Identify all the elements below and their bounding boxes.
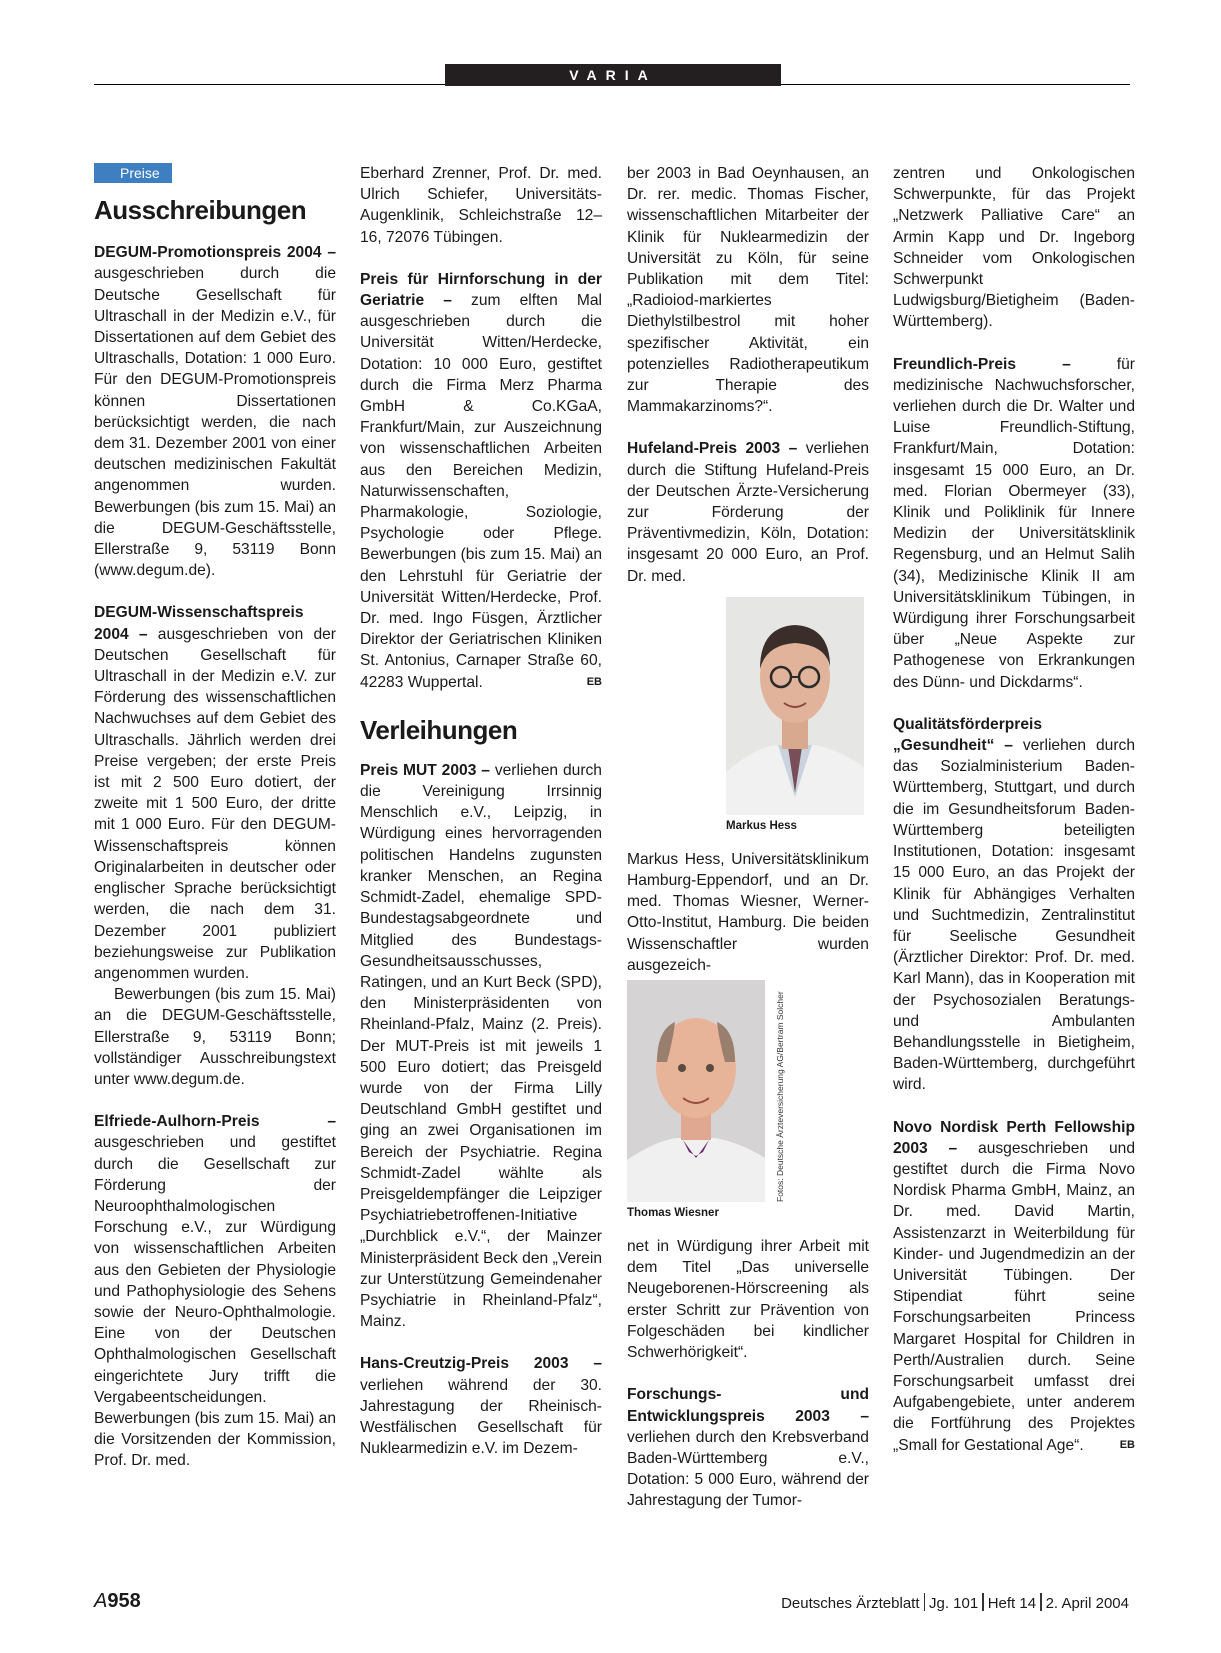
heading-verleihungen: Verleihungen: [360, 714, 518, 745]
article-body: ausgeschrieben und gestiftet durch die Firma Novo Nordisk Pharma GmbH, Mainz, an Dr. med. David Martin, Assistenzarzt in Weiterbildung für Kinder- und Jugendmedizin an der Universität Tübingen. Der Stipendiat führt seine Forschungsarbeiten Princess Margaret Hospital for Children in Perth/Australien durch. Seine Forschungsarbeit umfasst drei Aufgabengebiete, unter anderem die Fortführung des Projektes „Small for Gestational Age“.: [893, 1139, 1135, 1454]
article-body: zum elften Mal ausgeschrieben durch die Universität Witten/Herdecke, Dotation: 10 000 Euro, gestiftet durch die Firma Merz Pharma GmbH & Co.KGaA, Frankfurt/Main, zur Auszeichnung von wissenschaftlichen Arbeiten aus den Bereichen Medizin, Naturwissenschaften, Pharmakologie, Soziologie, Psychologie oder Pflege. Bewerbungen (bis zum 15. Mai) an den Lehrstuhl für Geriatrie der Universität Witten/Herdecke, Prof. Dr. med. Ingo Füsgen, Ärztlicher Direktor der Geriatrischen Kliniken St. Antonius, Carnaper Straße 60, 42283 Wuppertal.: [360, 292, 602, 691]
column-3: [627, 163, 869, 1533]
article-hufeland-preis: [627, 438, 869, 586]
article-body: ausgeschrieben von der Deutschen Gesellschaft für Ultraschall in der Medizin e.V. zur Förderung des wissenschaftlichen Nachwuchses auf dem Gebiet des Ultraschalls. Jährlich werden drei Preise vergeben; der erste Preis ist mit 2 500 Euro dotiert, der zweite mit 1 500 Euro, der dritte mit 1 000 Euro. Für den DEGUM-Wissenschaftspreis können Originalarbeiten in deutscher oder englischer Sprache berücksichtigt werden, die nach dem 31. Dezember 2001 publiziert beziehungsweise zur Publikation angenommen wurden.: [94, 625, 336, 982]
article-title: DEGUM-Wissenschaftspreis 2004 –: [94, 604, 304, 643]
page-number-value: 958: [107, 1590, 141, 1612]
separator: [924, 1593, 926, 1611]
separator: [982, 1593, 984, 1611]
separator: [1040, 1593, 1042, 1611]
article-body: für medizinische Nachwuchsforscher, verliehen durch die Dr. Walter und Luise Freundlich-Stiftung, Frankfurt/Main, Dotation: insgesamt 15 000 Euro, an Dr. med. Florian Obermeyer (33), Klinik und Poliklinik für Innere Medizin der Universitätsklinik Regensburg, und an Helmut Salih (34), Medizinische Klinik II am Universitätsklinikum Tübingen, in Würdigung ihrer Forschungsarbeit über „Neue Aspekte zur Pathogenese von Erkrankungen des Dünn- und Dickdarms“.: [893, 355, 1135, 691]
article-freundlich-preis: [893, 354, 1135, 693]
category-tag: Preise: [94, 163, 172, 183]
article-title: Freundlich-Preis –: [893, 355, 1071, 373]
article-body: verliehen durch den Krebsverband Baden-Württemberg e.V., Dotation: 5 000 Euro, während der Jahrestagung der Tumor-: [627, 1428, 869, 1510]
photo-wrapper: [627, 980, 869, 1202]
article-novo-nordisk: [893, 1117, 1135, 1456]
article-title: Preis für Hirnforschung in der Geriatrie –: [360, 270, 602, 310]
article-title: Preis MUT 2003 –: [360, 761, 490, 779]
article-body: ausgeschrieben durch die Deutsche Gesellschaft für Ultraschall in der Medizin e.V., für Dissertationen auf dem Gebiet des Ultraschalls, Dotation: 1 000 Euro. Für den DEGUM-Promotionspreis können Dissertationen berücksichtigt werden, die nach dem 31. Dezember 2001 von einer deutschen medizinischen Fakultät angenommen wurden. Bewerbungen (bis zum 15. Mai) an die DEGUM-Geschäftsstelle, Ellerstraße 9, 53119 Bonn (www.degum.de).: [94, 265, 336, 580]
author-signature: EB: [1119, 1438, 1135, 1451]
article-body: ausgeschrieben und gestiftet durch die Gesellschaft zur Förderung der Neuroophthalmologischen Forschung e.V., zur Würdigung von wissenschaftlichen Arbeiten aus den Gebieten der Physiologie und Pathophysiologie des Sehens sowie der Neuro-Ophthalmologie. Eine von der Deutschen Ophthalmologischen Gesellschaft eingerichtete Jury trifft die Vergabeentscheidungen. Bewerbungen (bis zum 15. Mai) an die Vorsitzenden der Kommission, Prof. Dr. med.: [94, 1134, 336, 1470]
article-creutzig-preis: [360, 1353, 602, 1459]
article-aulhorn-preis-cont: Eberhard Zrenner, Prof. Dr. med. Ulrich Schiefer, Universitäts-Augenklinik, Schleichstraße 12–16, 72076 Tübingen.: [360, 165, 602, 246]
article-hufeland-preis-cont: Markus Hess, Universitätsklinikum Hamburg-Eppendorf, und an Dr. med. Thomas Wiesner, Werner-Otto-Institut, Hamburg. Die beiden Wissenschaftler wurden ausgezeich-: [627, 850, 869, 974]
portrait-image: [627, 980, 765, 1202]
column-1: [94, 163, 336, 1493]
photo-caption: Thomas Wiesner: [627, 1207, 719, 1220]
article-degum-promotionspreis: [94, 242, 336, 581]
article-forschungspreis: [627, 1384, 869, 1511]
article-degum-wissenschaftspreis-cont: Bewerbungen (bis zum 15. Mai) an die DEGUM-Geschäftsstelle, Ellerstraße 9, 53119 Bonn; vollständiger Ausschreibungstext unter www.degum.de.: [94, 986, 336, 1088]
journal-issue: Heft 14: [987, 1595, 1037, 1612]
portrait-image: [726, 597, 864, 815]
article-aulhorn-preis: [94, 1111, 336, 1471]
article-title: Qualitätsförderpreis „Gesundheit“ –: [893, 715, 1043, 755]
author-signature: EB: [586, 675, 602, 688]
article-title: DEGUM-Promotionspreis 2004 –: [94, 244, 336, 262]
photo-credit: Fotos: Deutsche Ärzteversicherung AG/Bertram Solcher: [775, 991, 785, 1203]
page-prefix: A: [94, 1590, 108, 1612]
column-2: [360, 163, 602, 1480]
article-creutzig-preis-cont: ber 2003 in Bad Oeynhausen, an Dr. rer. medic. Thomas Fischer, wissenschaftlichen Mitarbeiter der Klinik für Nuklearmedizin der Universität zu Köln, für seine Publikation mit dem Titel: „Radioiod-markiertes Diethylstilbestrol mit hoher spezifischer Aktivität, ein potenzielles Radiotherapeutikum zur Therapie des Mammakarzinoms?“.: [627, 165, 869, 416]
page-number: [94, 1590, 141, 1613]
article-body: verliehen durch die Stiftung Hufeland-Preis der Deutschen Ärzte-Versicherung zur Förderung der Präventivmedizin, Köln, Dotation: insgesamt 20 000 Euro, an Prof. Dr. med.: [627, 440, 869, 585]
article-hirnforschung-preis: [360, 269, 602, 693]
photo-caption: Markus Hess: [726, 819, 797, 832]
article-title: Hans-Creutzig-Preis 2003 –: [360, 1355, 602, 1373]
article-title: Novo Nordisk Perth Fellowship 2003 –: [893, 1118, 1135, 1157]
journal-info: [781, 1593, 1129, 1612]
article-body: verliehen durch das Sozialministerium Baden-Württemberg, Stuttgart, und durch die im Gesundheitsforum Baden-Württemberg beteiligten Institutionen, Dotation: insgesamt 15 000 Euro, an das Projekt der Klinik für Abhängiges Verhalten und Suchtmedizin, Zentralinstitut für Seelische Gesundheit (Ärztlicher Direktor: Prof. Dr. med. Karl Mann), das in Kooperation mit der Psychosozialen Beratungs- und Ambulanten Behandlungsstelle in Bietigheim, Baden-Württemberg, durchgeführt wird.: [893, 737, 1135, 1094]
column-4: [893, 163, 1135, 1477]
article-qualitaetsfoerderpreis: [893, 714, 1135, 1096]
article-title: Elfriede-Aulhorn-Preis –: [94, 1113, 336, 1131]
article-body: verliehen während der 30. Jahrestagung der Rheinisch-Westfälischen Gesellschaft für Nuklearmedizin e.V. im Dezem-: [360, 1376, 602, 1458]
photo-markus-hess: [726, 597, 864, 815]
heading-ausschreibungen: Ausschreibungen: [94, 195, 307, 226]
photo-thomas-wiesner: [627, 980, 765, 1202]
journal-name: Deutsches Ärzteblatt: [781, 1595, 920, 1612]
article-title: Forschungs- und Entwicklungspreis 2003 –: [627, 1386, 869, 1425]
article-preis-mut: [360, 760, 602, 1332]
journal-volume: Jg. 101: [929, 1595, 979, 1612]
section-header: VARIA: [445, 64, 781, 86]
journal-date: 2. April 2004: [1045, 1595, 1129, 1612]
article-forschungspreis-cont: zentren und Onkologischen Schwerpunkte, für das Projekt „Netzwerk Palliative Care“ an Armin Kapp und Dr. Ingeborg Schneider vom Onkologischen Schwerpunkt Ludwigsburg/Bietigheim (Baden-Württemberg).: [893, 165, 1135, 331]
article-title: Hufeland-Preis 2003 –: [627, 440, 798, 458]
article-degum-wissenschaftspreis: [94, 602, 336, 984]
article-hufeland-preis-end: net in Würdigung ihrer Arbeit mit dem Titel „Das universelle Neugeborenen-Hörscreening als erster Schritt zur Prävention von Folgeschäden bei kindlicher Schwerhörigkeit“.: [627, 1238, 869, 1362]
article-body: verliehen durch die Vereinigung Irrsinnig Menschlich e.V., Leipzig, in Würdigung eines hervorragenden politischen Handelns zugunsten kranker Menschen, an Regina Schmidt-Zadel, ehemalige SPD-Bundestagsabgeordnete und Mitglied des Bundestags-Gesundheitsausschusses, Ratingen, und an Kurt Beck (SPD), den Ministerpräsidenten von Rheinland-Pfalz, Mainz (2. Preis). Der MUT-Preis ist mit jeweils 1 500 Euro dotiert; das Preisgeld wurde von der Firma Lilly Deutschland GmbH gestiftet und ging an zwei Organisationen im Bereich der Psychiatrie. Regina Schmidt-Zadel wählte als Preisgeldempfänger die Leipziger Psychiatriebetroffenen-Initiative „Durchblick e.V.“, der Mainzer Ministerpräsident Beck den „Verein zur Unterstützung Gemeindenaher Psychiatrie in Rheinland-Pfalz“, Mainz.: [360, 761, 602, 1331]
